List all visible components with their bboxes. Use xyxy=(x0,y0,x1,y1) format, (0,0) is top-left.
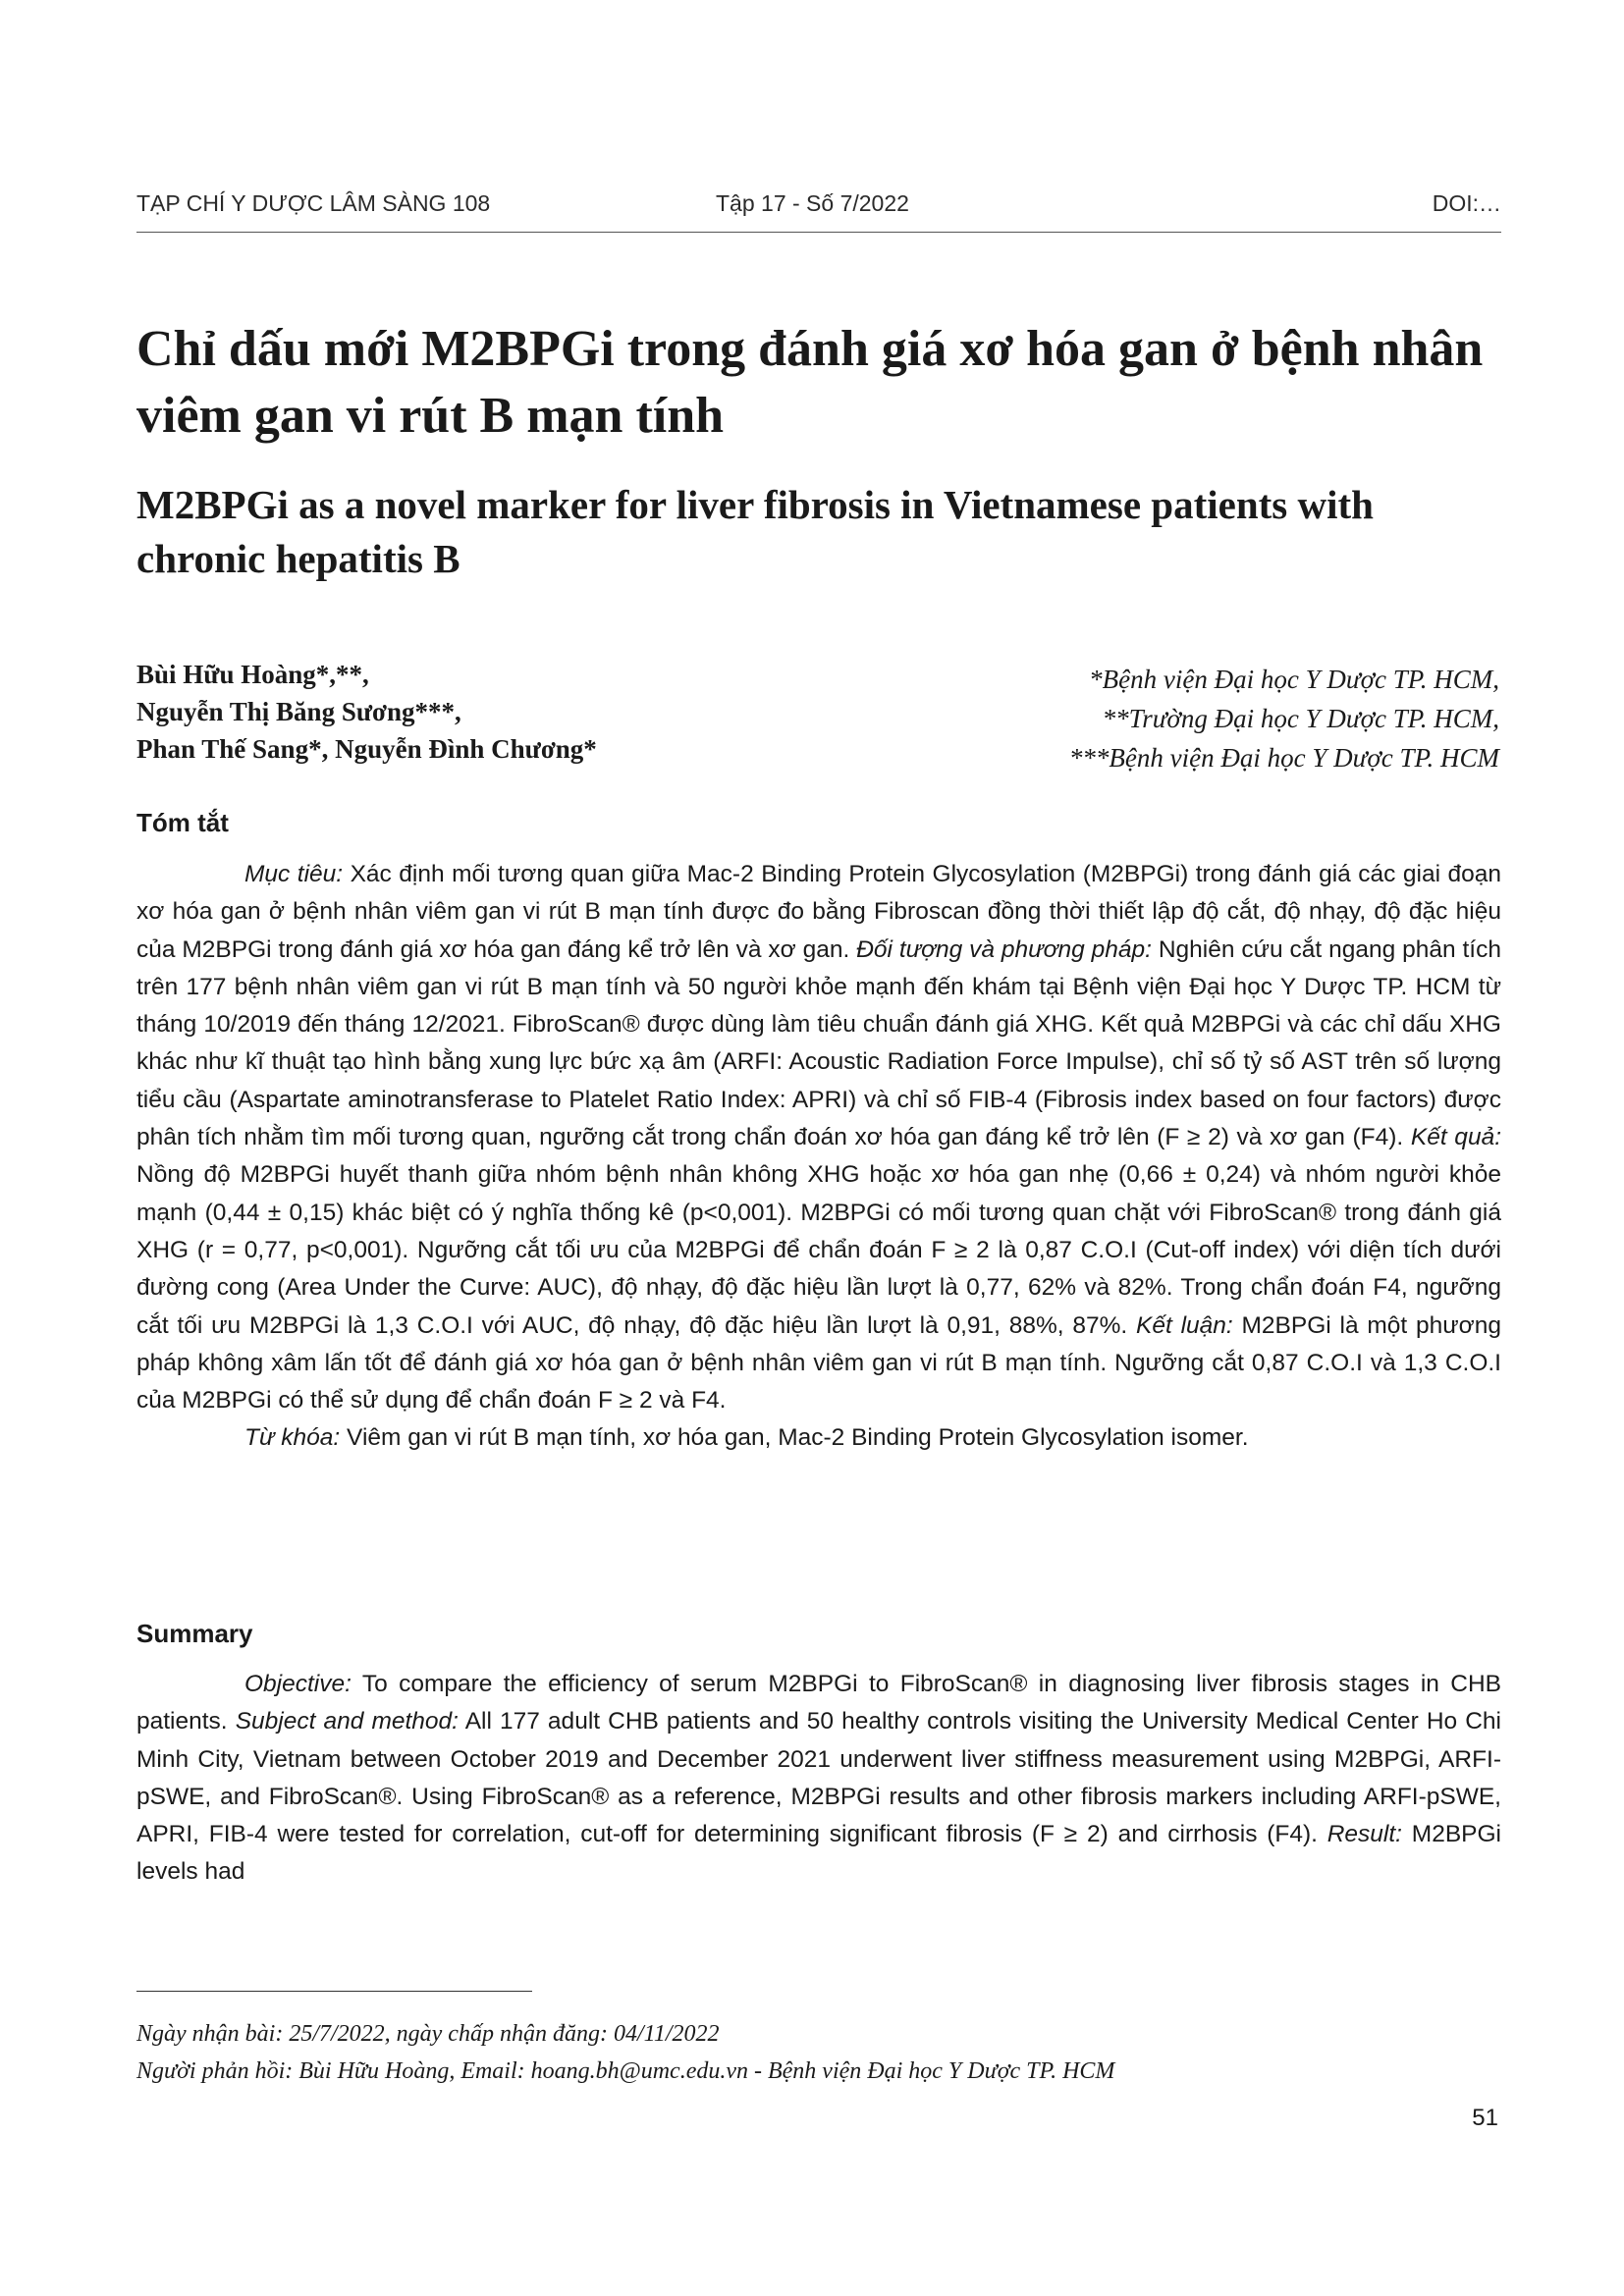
header-divider xyxy=(136,232,1501,233)
footnotes xyxy=(136,2015,1501,2090)
method-label: Đối tượng và phương pháp: xyxy=(856,935,1152,963)
abstract-en-heading: Summary xyxy=(136,1619,253,1648)
title-english: M2BPGi as a novel marker for liver fibrosis in Vietnamese patients with chronic hepatitis B xyxy=(136,482,1374,581)
affiliation-line: **Trường Đại học Y Dược TP. HCM, xyxy=(1102,704,1499,733)
footnote-divider xyxy=(136,1991,532,1992)
result-label: Kết quả: xyxy=(1410,1124,1501,1151)
journal-name: TẠP CHÍ Y DƯỢC LÂM SÀNG 108 xyxy=(136,190,491,216)
received-date-note: Ngày nhận bài: 25/7/2022, ngày chấp nhận đăng: 04/11/2022 xyxy=(136,2021,720,2047)
abstract-vi-body xyxy=(136,856,1501,1419)
abstract-en-body xyxy=(136,1666,1501,1892)
keywords-label: Từ khóa: xyxy=(244,1424,341,1452)
result-label: Result: xyxy=(1326,1821,1402,1848)
page-number: 51 xyxy=(1472,2105,1498,2131)
conclusion-text: M2BPGi là một phương pháp không xâm lấn tốt để đánh giá xơ hóa gan ở bệnh nhân viêm gan vi rút B mạn tính. Ngưỡng cắt 0,87 C.O.I và 1,3 C.O.I của M2BPGi có thể sử dụng để chẩn đoán F ≥ 2 và F4. xyxy=(136,1311,1501,1415)
running-header xyxy=(136,190,1501,230)
method-text: All 177 adult CHB patients and 50 healthy controls visiting the University Medical Center Ho Chi Minh City, Vietnam between October 2019 and December 2021 underwent liver stiffness measurement using M2BPGi, ARFI-pSWE, and FibroScan®. Using FibroScan® as a reference, M2BPGi results and other fibrosis markers including ARFI-pSWE, APRI, FIB-4 were tested for correlation, cut-off for determining significant fibrosis (F ≥ 2) and cirrhosis (F4). xyxy=(136,1708,1501,1848)
keywords-text: Viêm gan vi rút B mạn tính, xơ hóa gan, Mac-2 Binding Protein Glycosylation isomer. xyxy=(340,1424,1249,1452)
result-text: M2BPGi levels had xyxy=(136,1821,1501,1886)
author-line: Nguyễn Thị Băng Sương***, xyxy=(136,697,461,726)
affiliation-line: *Bệnh viện Đại học Y Dược TP. HCM, xyxy=(1089,665,1499,694)
doi-label: DOI:… xyxy=(1432,190,1501,216)
corresponding-author-note: Người phản hồi: Bùi Hữu Hoàng, Email: hoang.bh@umc.edu.vn - Bệnh viện Đại học Y Dược TP. HCM xyxy=(136,2058,1115,2084)
author-list xyxy=(136,656,824,768)
abstract-vi-heading: Tóm tắt xyxy=(136,808,229,837)
author-line: Bùi Hữu Hoàng*,**, xyxy=(136,660,369,689)
objective-text: To compare the efficiency of serum M2BPGi to FibroScan® in diagnosing liver fibrosis stages in CHB patients. xyxy=(136,1671,1501,1735)
method-label: Subject and method: xyxy=(235,1708,459,1735)
affiliation-list xyxy=(812,660,1499,777)
conclusion-label: Kết luận: xyxy=(1136,1311,1233,1339)
abstract-vietnamese xyxy=(136,856,1501,1458)
keywords-vi xyxy=(136,1419,1501,1457)
objective-label: Objective: xyxy=(244,1671,352,1697)
affiliation-line: ***Bệnh viện Đại học Y Dược TP. HCM xyxy=(1068,743,1499,773)
method-text: Nghiên cứu cắt ngang phân tích trên 177 bệnh nhân viêm gan vi rút B mạn tính và 50 người khỏe mạnh đến khám tại Bệnh viện Đại học Y Dược TP. HCM từ tháng 10/2019 đến tháng 12/2021. FibroScan® được dùng làm tiêu chuẩn đánh giá XHG. Kết quả M2BPGi và các chỉ dấu XHG khác như kĩ thuật tạo hình bằng xung lực bức xạ âm (ARFI: Acoustic Radiation Force Impulse), chỉ số tỷ số AST trên số lượng tiểu cầu (Aspartate aminotransferase to Platelet Ratio Index: APRI) và chỉ số FIB-4 (Fibrosis index based on four factors) được phân tích nhằm tìm mối tương quan, ngưỡng cắt trong chẩn đoán xơ hóa gan đáng kể trở lên (F ≥ 2) và xơ gan (F4). xyxy=(136,935,1501,1151)
author-line: Phan Thế Sang*, Nguyễn Đình Chương* xyxy=(136,734,597,764)
result-text: Nồng độ M2BPGi huyết thanh giữa nhóm bệnh nhân không XHG hoặc xơ hóa gan nhẹ (0,66 ± 0,24) và nhóm người khỏe mạnh (0,44 ± 0,15) khác biệt có ý nghĩa thống kê (p<0,001). M2BPGi có mối tương quan chặt với FibroScan® trong đánh giá XHG (r = 0,77, p<0,001). Ngưỡng cắt tối ưu của M2BPGi để chẩn đoán F ≥ 2 là 0,87 C.O.I (Cut-off index) với diện tích dưới đường cong (Area Under the Curve: AUC), độ nhạy, độ đặc hiệu lần lượt là 0,77, 62% và 82%. Trong chẩn đoán F4, ngưỡng cắt tối ưu M2BPGi là 1,3 C.O.I với AUC, độ nhạy, độ đặc hiệu lần lượt là 0,91, 88%, 87%. xyxy=(136,1161,1501,1339)
objective-label: Mục tiêu: xyxy=(244,861,344,887)
abstract-english xyxy=(136,1666,1501,1892)
title-vietnamese: Chỉ dấu mới M2BPGi trong đánh giá xơ hóa gan ở bệnh nhân viêm gan vi rút B mạn tính xyxy=(136,321,1484,444)
volume-issue: Tập 17 - Số 7/2022 xyxy=(716,190,909,216)
objective-text: Xác định mối tương quan giữa Mac-2 Binding Protein Glycosylation (M2BPGi) trong đánh giá các giai đoạn xơ hóa gan ở bệnh nhân viêm gan vi rút B mạn tính được đo bằng Fibroscan đồng thời thiết lập độ cắt, độ nhạy, độ đặc hiệu của M2BPGi trong đánh giá xơ hóa gan đáng kể trở lên và xơ gan. xyxy=(136,861,1501,963)
